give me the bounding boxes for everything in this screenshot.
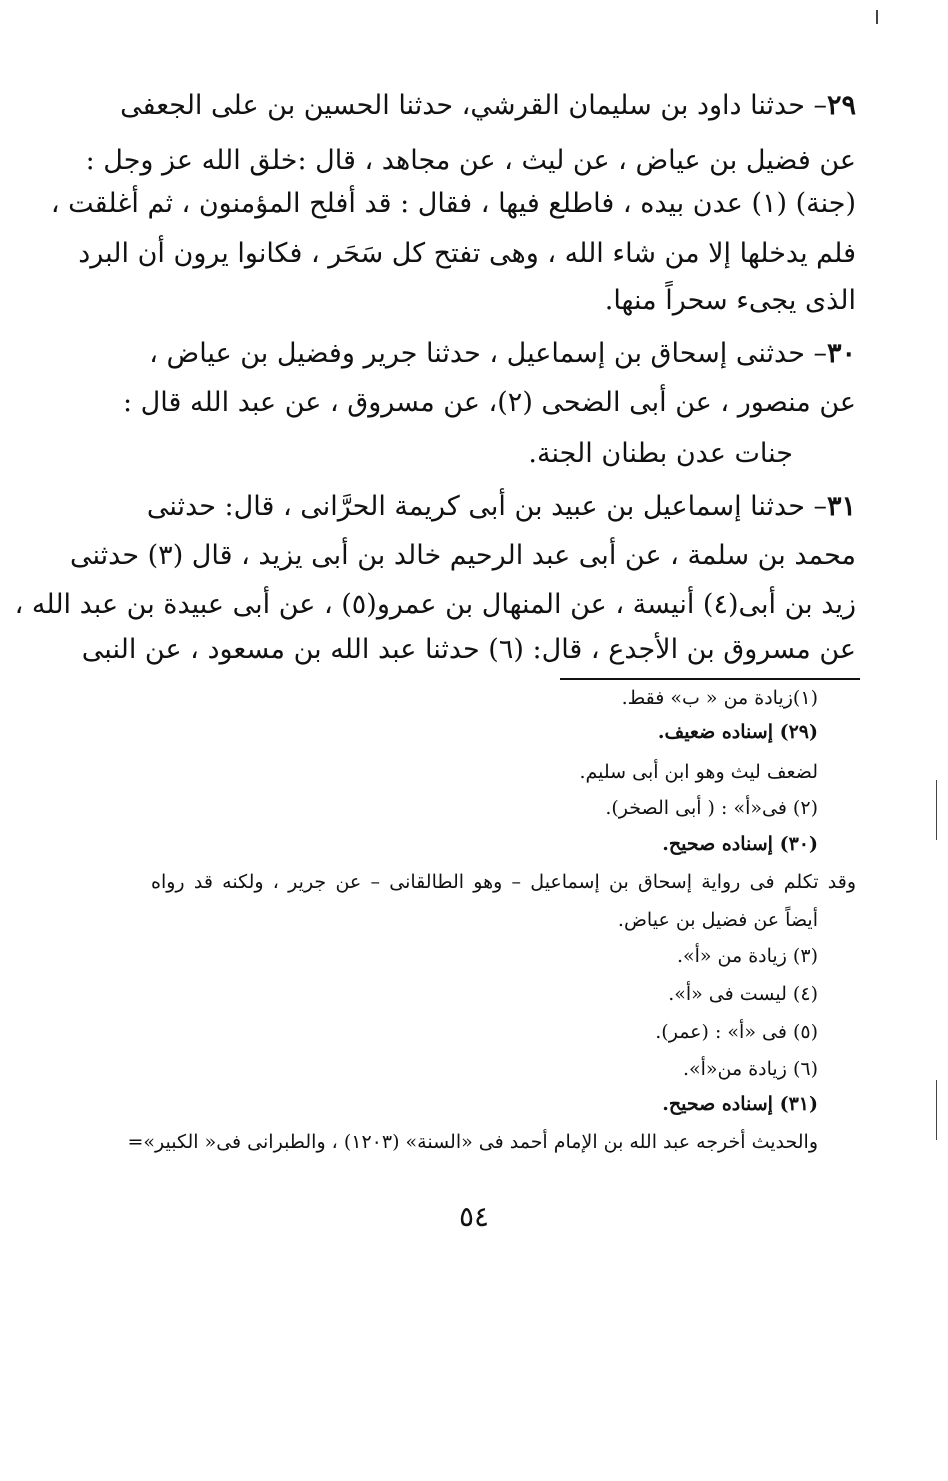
line-text: عن فضيل بن عياض ، عن ليث ، عن مجاهد ، قال :خلق الله عز وجل : xyxy=(85,145,856,176)
footnote-text: وقد تكلم فى رواية إسحاق بن إسماعيل – وهو الطالقانى – عن جرير ، ولكنه قد رواه xyxy=(151,871,856,893)
main-line-2 xyxy=(85,143,856,179)
main-line-3 xyxy=(50,186,856,222)
main-line-7 xyxy=(122,385,856,421)
main-line-11 xyxy=(14,587,856,623)
footnote-line xyxy=(113,758,818,786)
footnote-line xyxy=(113,718,818,746)
main-line-9 xyxy=(146,489,856,525)
footnote-text: أيضاً عن فضيل بن عياض. xyxy=(617,909,818,931)
footnote-text: (١)زيادة من « ب» فقط. xyxy=(621,687,818,709)
hadith-number: ٢٩ xyxy=(826,90,856,121)
hadith-number: ٣٠ xyxy=(826,338,856,369)
line-text: جنات عدن بطنان الجنة. xyxy=(528,438,793,469)
footnote-text: (٦) زيادة من«أ». xyxy=(682,1058,818,1080)
line-text: – حدثنا داود بن سليمان القرشي، حدثنا الحسين بن على الجعفى xyxy=(120,90,827,121)
footnote-text: (٢) فى«أ» : ( أبى الصخر). xyxy=(605,797,818,819)
footnote-text: (٥) فى «أ» : (عمر). xyxy=(655,1021,818,1043)
main-line-6 xyxy=(151,336,856,372)
main-line-1 xyxy=(120,88,856,124)
footnote-line xyxy=(151,868,856,896)
main-line-4 xyxy=(78,236,856,272)
hadith-number: ٣١ xyxy=(826,491,856,522)
scan-mark xyxy=(876,10,878,24)
footnote-text: (٣) زيادة من «أ». xyxy=(676,945,818,967)
scan-mark xyxy=(936,780,937,840)
page-number: ٥٤ xyxy=(458,1200,490,1233)
line-text: محمد بن سلمة ، عن أبى عبد الرحيم خالد بن أبى يزيد ، قال (٣) حدثنى xyxy=(70,540,856,571)
footnote-text: (٣١) إسناده صحيح. xyxy=(662,1093,818,1115)
line-text: الذى يجىء سحراً منها. xyxy=(604,285,856,316)
line-text: عن منصور ، عن أبى الضحى (٢)، عن مسروق ، عن عبد الله قال : xyxy=(122,387,856,418)
footnote-line xyxy=(113,1128,818,1156)
footnote-line xyxy=(113,942,818,970)
footnote-line xyxy=(113,906,818,934)
main-line-12 xyxy=(81,632,856,668)
footnote-line xyxy=(113,684,818,712)
footnote-text: والحديث أخرجه عبد الله بن الإمام أحمد فى «السنة» (١٢٠٣) ، والطبرانى فى« الكبير»= xyxy=(127,1131,818,1153)
footnote-line xyxy=(113,1090,818,1118)
footnote-divider xyxy=(560,678,860,680)
line-text: فلم يدخلها إلا من شاء الله ، وهى تفتح كل سَحَر ، فكانوا يرون أن البرد xyxy=(78,238,856,269)
footnote-line xyxy=(113,980,818,1008)
footnote-line xyxy=(113,830,818,858)
line-text: زيد بن أبى(٤) أنيسة ، عن المنهال بن عمرو(٥) ، عن أبى عبيدة بن عبد الله ، xyxy=(14,589,856,620)
footnote-line xyxy=(113,1055,818,1083)
footnote-line xyxy=(113,794,818,822)
footnote-text: (٤) ليست فى «أ». xyxy=(668,983,818,1005)
footnote-text: لضعف ليث وهو ابن أبى سليم. xyxy=(579,761,818,783)
footnote-line xyxy=(113,1018,818,1046)
footnote-text: (٣٠) إسناده صحيح. xyxy=(662,833,818,855)
main-line-8 xyxy=(153,436,793,472)
line-text: عن مسروق بن الأجدع ، قال: (٦) حدثنا عبد الله بن مسعود ، عن النبى xyxy=(81,634,856,665)
main-line-10 xyxy=(70,538,856,574)
line-text: – حدثنى إسحاق بن إسماعيل ، حدثنا جرير وفضيل بن عياض ، xyxy=(149,338,827,369)
footnote-text: (٢٩) إسناده ضعيف. xyxy=(657,721,818,743)
line-text: (جنة) (١) عدن بيده ، فاطلع فيها ، فقال : قد أفلح المؤمنون ، ثم أغلقت ، xyxy=(50,188,856,219)
main-line-5 xyxy=(151,283,856,319)
line-text: – حدثنا إسماعيل بن عبيد بن أبى كريمة الحرَّانى ، قال: حدثنى xyxy=(146,491,827,522)
scan-mark xyxy=(936,1080,937,1140)
